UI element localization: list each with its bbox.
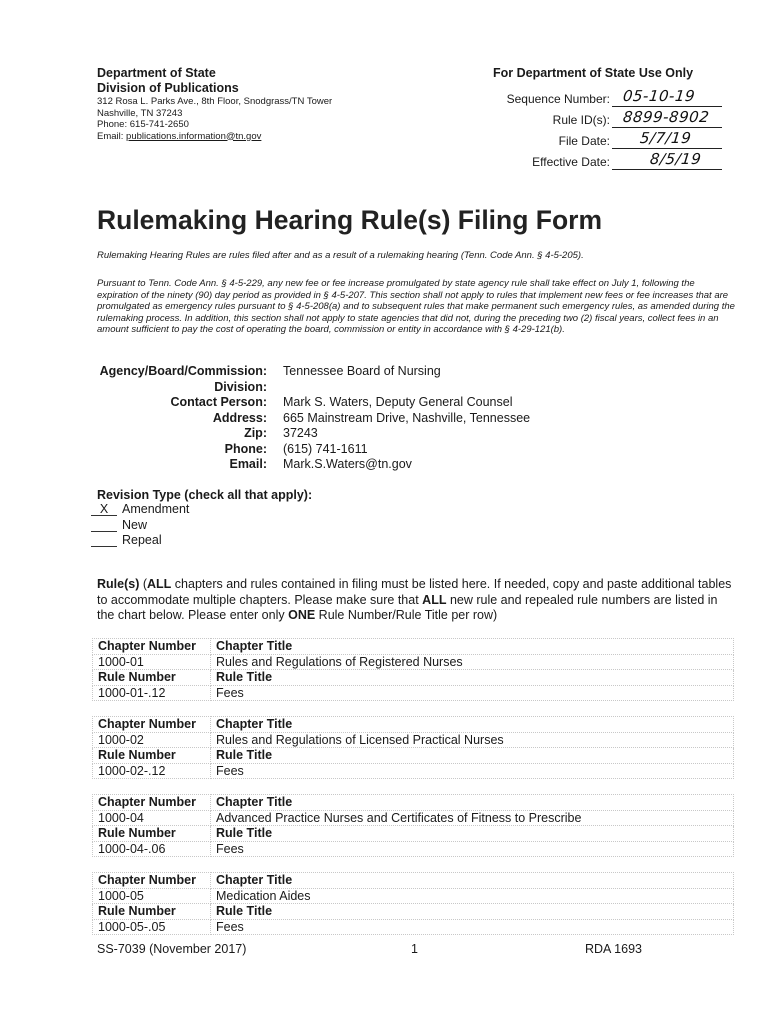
rule-title-header: Rule Title xyxy=(211,826,734,842)
field-label: File Date: xyxy=(558,134,610,148)
handwritten-value: 8899-8902 xyxy=(622,108,711,126)
fee-statute-paragraph: Pursuant to Tenn. Code Ann. § 4-5-229, any new fee or fee increase promulgated by state agency rule shall take effect on July 1, following the expiration of the ninety (90) day period as provided in § 4-5-207. This section shall not apply to rules that implement new fees or fee increases that are promulgated as emergency rules pursuant to § 4-5-208(a) and to subsequent rules that make permanent such emergency rules, as amended during the rulemaking process. In addition, this section shall not apply to state agencies that did not, during the preceding two (2) fiscal years, collect fees in an amount sufficient to pay the cost of operating the board, commission or entity in accordance with § 4-29-121(b). xyxy=(97,278,735,335)
chapter-number-header: Chapter Number xyxy=(93,639,211,655)
contact-row xyxy=(97,395,737,411)
chapter-title-cell[interactable]: Rules and Regulations of Registered Nurses xyxy=(211,654,734,670)
intro-paragraph: Rulemaking Hearing Rules are rules filed after and as a result of a rulemaking hearing (Tenn. Code Ann. § 4-5-205). xyxy=(97,250,584,261)
publisher-address: 312 Rosa L. Parks Ave., 8th Floor, Snodgrass/TN Tower xyxy=(97,96,333,107)
chapter-title-header: Chapter Title xyxy=(211,795,734,811)
address-value: 665 Mainstream Drive, Nashville, Tennessee xyxy=(283,410,531,425)
state-use-block xyxy=(490,66,750,169)
field-underline xyxy=(612,127,722,128)
chapter-number-header: Chapter Number xyxy=(93,717,211,733)
checkbox-blank[interactable] xyxy=(91,533,117,547)
checkbox-blank[interactable]: X xyxy=(91,502,117,516)
rule-title-cell[interactable]: Fees xyxy=(211,763,734,779)
contact-label: Contact Person: xyxy=(170,395,267,409)
checkbox-blank[interactable] xyxy=(91,518,117,532)
field-underline xyxy=(612,148,722,149)
table-row xyxy=(93,810,734,826)
agency-label: Agency/Board/Commission: xyxy=(99,364,267,378)
chapter-title-cell[interactable]: Rules and Regulations of Licensed Practical Nurses xyxy=(211,732,734,748)
field-underline xyxy=(612,169,722,170)
rule-number-cell[interactable]: 1000-05-.05 xyxy=(93,919,211,935)
chapter-table xyxy=(92,716,734,779)
dept-name: Department of State xyxy=(97,66,216,80)
email-value: Mark.S.Waters@tn.gov xyxy=(283,457,412,471)
chapter-number-header: Chapter Number xyxy=(93,873,211,889)
rule-title-cell[interactable]: Fees xyxy=(211,685,734,701)
handwritten-value: 05-10-19 xyxy=(622,87,697,105)
instr-emphasis: ALL xyxy=(422,592,447,607)
table-row xyxy=(93,654,734,670)
publisher-block xyxy=(97,66,437,142)
option-label: Amendment xyxy=(122,502,190,516)
chapter-title-header: Chapter Title xyxy=(211,717,734,733)
field-label: Sequence Number: xyxy=(506,92,610,106)
agency-info xyxy=(97,364,737,473)
rda-number: RDA 1693 xyxy=(585,942,642,956)
revision-type xyxy=(97,488,497,549)
chapter-number-cell[interactable]: 1000-04 xyxy=(93,810,211,826)
chapter-table xyxy=(92,638,734,701)
rule-title-cell[interactable]: Fees xyxy=(211,841,734,857)
email-row xyxy=(97,457,737,473)
division-name: Division of Publications xyxy=(97,81,239,95)
rule-title-header: Rule Title xyxy=(211,670,734,686)
division-row xyxy=(97,380,737,396)
chapter-number-cell[interactable]: 1000-01 xyxy=(93,654,211,670)
table-row xyxy=(93,919,734,935)
revision-option-amendment xyxy=(97,502,497,518)
address-row xyxy=(97,411,737,427)
field-label: Rule ID(s): xyxy=(552,113,610,127)
rule-number-header: Rule Number xyxy=(93,826,211,842)
table-row xyxy=(93,685,734,701)
sequence-number-field xyxy=(490,87,730,108)
chapter-table xyxy=(92,872,734,935)
chapter-title-header: Chapter Title xyxy=(211,873,734,889)
rules-instructions xyxy=(97,577,737,624)
email-label: Email: xyxy=(229,457,267,471)
rule-number-cell[interactable]: 1000-02-.12 xyxy=(93,763,211,779)
address-label: Address: xyxy=(212,410,267,425)
option-label: Repeal xyxy=(122,533,162,547)
chapter-table xyxy=(92,794,734,857)
revision-option-new xyxy=(97,518,497,534)
instr-text: Rule Number/Rule Title per row) xyxy=(315,608,498,622)
phone-value: (615) 741-1611 xyxy=(283,441,368,456)
page-number: 1 xyxy=(411,942,418,956)
agency-row xyxy=(97,364,737,380)
zip-label: Zip: xyxy=(244,426,267,440)
chapter-title-header: Chapter Title xyxy=(211,639,734,655)
chapter-number-cell[interactable]: 1000-05 xyxy=(93,888,211,904)
email-label: Email: xyxy=(97,130,124,142)
table-row xyxy=(93,904,734,920)
contact-value: Mark S. Waters, Deputy General Counsel xyxy=(283,395,513,409)
handwritten-value: 8/5/19 xyxy=(649,150,703,168)
table-row xyxy=(93,717,734,733)
table-row xyxy=(93,826,734,842)
rule-number-header: Rule Number xyxy=(93,670,211,686)
chapter-number-header: Chapter Number xyxy=(93,795,211,811)
field-label: Effective Date: xyxy=(532,155,610,169)
agency-value: Tennessee Board of Nursing xyxy=(283,364,441,378)
instr-emphasis: ALL xyxy=(147,577,172,591)
table-row xyxy=(93,795,734,811)
table-row xyxy=(93,748,734,764)
table-row xyxy=(93,888,734,904)
publisher-phone: Phone: 615-741-2650 xyxy=(97,119,189,130)
zip-value: 37243 xyxy=(283,426,318,440)
table-row xyxy=(93,873,734,889)
chapter-title-cell[interactable]: Advanced Practice Nurses and Certificates of Fitness to Prescribe xyxy=(211,810,734,826)
phone-label: Phone: xyxy=(224,441,267,456)
rule-title-header: Rule Title xyxy=(211,904,734,920)
rule-number-cell[interactable]: 1000-04-.06 xyxy=(93,841,211,857)
revision-title: Revision Type (check all that apply): xyxy=(97,488,313,502)
form-id: SS-7039 (November 2017) xyxy=(97,942,247,956)
rule-title-header: Rule Title xyxy=(211,748,734,764)
table-row xyxy=(93,841,734,857)
handwritten-value: 5/7/19 xyxy=(639,129,693,147)
revision-option-repeal xyxy=(97,533,497,549)
publisher-city: Nashville, TN 37243 xyxy=(97,107,183,119)
publisher-email-line xyxy=(97,131,437,143)
table-row xyxy=(93,639,734,655)
instr-text: ( xyxy=(139,577,148,591)
rule-title-cell[interactable]: Fees xyxy=(211,919,734,935)
rule-number-header: Rule Number xyxy=(93,748,211,764)
rules-label: Rule(s) xyxy=(97,577,140,591)
rule-ids-field xyxy=(490,108,730,129)
state-use-title: For Department of State Use Only xyxy=(493,66,694,80)
effective-date-field xyxy=(490,150,730,171)
rule-number-cell[interactable]: 1000-01-.12 xyxy=(93,685,211,701)
field-underline xyxy=(612,106,722,107)
option-label: New xyxy=(122,517,148,532)
table-row xyxy=(93,763,734,779)
division-label: Division: xyxy=(214,379,267,394)
table-row xyxy=(93,732,734,748)
table-row xyxy=(93,670,734,686)
instr-text: chapters and rules contained in filing must be listed here. If needed, copy and paste additional tables to accommodate multiple chapters. Please make sure that xyxy=(97,577,732,607)
form-title: Rulemaking Hearing Rule(s) Filing Form xyxy=(97,205,603,235)
chapter-title-cell[interactable]: Medication Aides xyxy=(211,888,734,904)
file-date-field xyxy=(490,129,730,150)
instr-text: new rule and repealed rule numbers are listed in the chart below. Please enter only xyxy=(97,592,718,622)
publisher-email-link[interactable]: publications.information@tn.gov xyxy=(126,130,262,142)
rule-number-header: Rule Number xyxy=(93,904,211,920)
phone-row xyxy=(97,442,737,458)
instr-emphasis: ONE xyxy=(288,608,316,622)
zip-row xyxy=(97,426,737,442)
chapter-number-cell[interactable]: 1000-02 xyxy=(93,732,211,748)
